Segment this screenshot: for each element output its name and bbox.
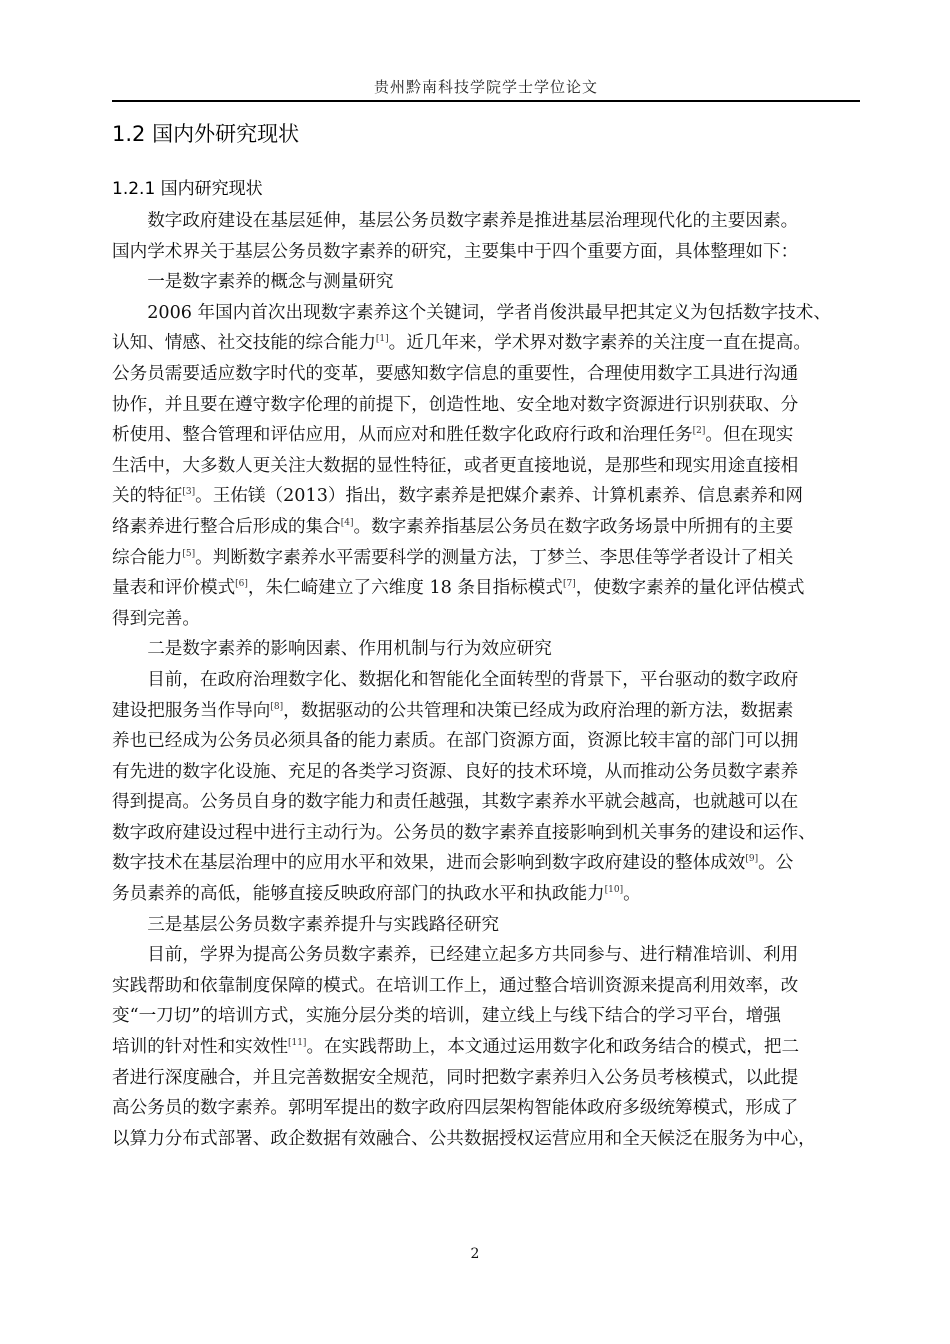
text-line: [112, 818, 862, 849]
text-line: [112, 1124, 862, 1155]
text-segment: 生活中，大多数人更关注大数据的显性特征，或者更直接地说，是那些和现实用途直接相: [112, 455, 799, 476]
text-line: [112, 206, 862, 237]
text-line: [112, 848, 862, 879]
text-segment: 。判断数字素养水平需要科学的测量方法，丁梦兰、李思佳等学者设计了相关: [195, 547, 794, 568]
text-segment: 者进行深度融合，并且完善数据安全规范，同时把数字素养归入公务员考核模式，以此提: [112, 1067, 799, 1088]
text-line: [112, 359, 862, 390]
citation-mark: [3]: [182, 487, 196, 498]
text-segment: 二是数字素养的影响因素、作用机制与行为效应研究: [112, 639, 552, 660]
header-rule: [112, 100, 860, 102]
text-segment: 综合能力: [112, 547, 183, 568]
text-segment: 。但在现实: [705, 425, 794, 446]
text-segment: 目前，在政府治理数字化、数据化和智能化全面转型的背景下，平台驱动的数字政府: [112, 669, 799, 690]
running-header: 贵州黔南科技学院学士学位论文: [373, 78, 598, 96]
text-line: [112, 420, 862, 451]
text-segment: 国内学术界关于基层公务员数字素养的研究，主要集中于四个重要方面，具体整理如下：: [112, 241, 799, 262]
text-line: [112, 237, 862, 268]
text-segment: 析使用、整合管理和评估应用，从而应对和胜任数字化政府行政和治理任务: [112, 425, 693, 446]
text-line: [112, 940, 862, 971]
text-line: [112, 390, 862, 421]
citation-mark: [6]: [235, 579, 248, 590]
text-segment: 关的特征: [112, 486, 183, 507]
text-segment: 培训的针对性和实效性: [112, 1037, 288, 1058]
text-segment: 。王佑镁（2013）指出，数字素养是把媒介素养、计算机素养、信息素养和网: [195, 486, 803, 507]
text-segment: 得到完善。: [112, 608, 200, 629]
text-segment: ，使数字素养的量化评估模式: [575, 578, 805, 599]
text-segment: 认知、情感、社交技能的综合能力: [112, 333, 376, 354]
text-segment: 。近几年来，学术界对数字素养的关注度一直在提高。: [388, 333, 811, 354]
text-segment: 2006 年国内首次出现数字素养这个关键词，学者肖俊洪最早把其定义为包括数字技术、: [112, 302, 831, 323]
text-segment: 量表和评价模式: [112, 578, 236, 599]
text-segment: 务员素养的高低，能够直接反映政府部门的执政水平和执政能力: [112, 884, 605, 905]
text-segment: 三是基层公务员数字素养提升与实践路径研究: [112, 914, 500, 935]
text-segment: ，数据驱动的公共管理和决策已经成为政府治理的新方法，数据素: [283, 700, 794, 721]
text-segment: 公务员需要适应数字时代的变革，要感知数字信息的重要性，合理使用数字工具进行沟通: [112, 363, 799, 384]
text-segment: 一是数字素养的概念与测量研究: [112, 272, 394, 293]
citation-mark: [8]: [270, 701, 284, 712]
text-segment: 建设把服务当作导向: [112, 700, 271, 721]
citation-mark: [1]: [375, 334, 389, 345]
text-line: [112, 665, 862, 696]
text-line: [112, 726, 862, 757]
citation-mark: [7]: [563, 579, 576, 590]
subsection-heading: 1.2.1 国内研究现状: [112, 179, 263, 199]
citation-mark: [11]: [287, 1038, 307, 1049]
citation-mark: [2]: [692, 426, 706, 437]
citation-mark: [9]: [745, 854, 759, 865]
text-line: [112, 451, 862, 482]
citation-mark: [4]: [340, 517, 354, 528]
text-line: [112, 787, 862, 818]
text-segment: 。公: [758, 853, 794, 874]
text-segment: 。数字素养指基层公务员在数字政务场景中所拥有的主要: [353, 516, 794, 537]
text-segment: 有先进的数字化设施、充足的各类学习资源、良好的技术环境，从而推动公务员数字素养: [112, 761, 799, 782]
text-line: [112, 543, 862, 574]
text-segment: 数字政府建设过程中进行主动行为。公务员的数字素养直接影响到机关事务的建设和运作、: [112, 822, 816, 843]
page-number: 2: [470, 1246, 480, 1262]
text-line: [112, 634, 862, 665]
text-line: [112, 1032, 862, 1063]
text-line: [112, 757, 862, 788]
text-line: [112, 298, 862, 329]
text-line: [112, 1093, 862, 1124]
body-text: [112, 206, 862, 1154]
text-segment: 养也已经成为公务员必须具备的能力素质。在部门资源方面，资源比较丰富的部门可以拥: [112, 731, 799, 752]
text-line: [112, 328, 862, 359]
citation-mark: [10]: [604, 885, 624, 896]
text-segment: 实践帮助和依靠制度保障的模式。在培训工作上，通过整合培训资源来提高利用效率，改: [112, 975, 799, 996]
text-segment: 数字技术在基层治理中的应用水平和效果，进而会影响到数字政府建设的整体成效: [112, 853, 746, 874]
section-heading: 1.2 国内外研究现状: [112, 122, 300, 146]
text-line: [112, 879, 862, 910]
text-line: [112, 573, 862, 604]
text-line: [112, 481, 862, 512]
citation-mark: [5]: [182, 548, 196, 559]
text-segment: 。: [623, 884, 641, 905]
text-segment: 。在实践帮助上，本文通过运用数字化和政务结合的模式，把二: [306, 1037, 800, 1058]
text-line: [112, 910, 862, 941]
text-segment: 变“一刀切”的培训方式，实施分层分类的培训，建立线上与线下结合的学习平台，增强: [112, 1006, 781, 1027]
text-line: [112, 1001, 862, 1032]
text-line: [112, 696, 862, 727]
text-line: [112, 512, 862, 543]
text-segment: 络素养进行整合后形成的集合: [112, 516, 341, 537]
text-segment: 协作，并且要在遵守数字伦理的前提下，创造性地、安全地对数字资源进行识别获取、分: [112, 394, 799, 415]
text-segment: 得到提高。公务员自身的数字能力和责任越强，其数字素养水平就会越高，也就越可以在: [112, 792, 799, 813]
text-segment: 数字政府建设在基层延伸，基层公务员数字素养是推进基层治理现代化的主要因素。: [112, 211, 799, 231]
text-segment: ，朱仁崎建立了六维度 18 条目指标模式: [247, 578, 563, 599]
text-line: [112, 604, 862, 635]
text-line: [112, 971, 862, 1002]
text-segment: 高公务员的数字素养。郭明军提出的数字政府四层架构智能体政府多级统筹模式，形成了: [112, 1098, 799, 1119]
text-segment: 以算力分布式部署、政企数据有效融合、公共数据授权运营应用和全天候泛在服务为中心，: [112, 1128, 816, 1149]
text-line: [112, 1063, 862, 1094]
text-line: [112, 267, 862, 298]
text-segment: 目前，学界为提高公务员数字素养，已经建立起多方共同参与、进行精准培训、利用: [112, 945, 799, 966]
